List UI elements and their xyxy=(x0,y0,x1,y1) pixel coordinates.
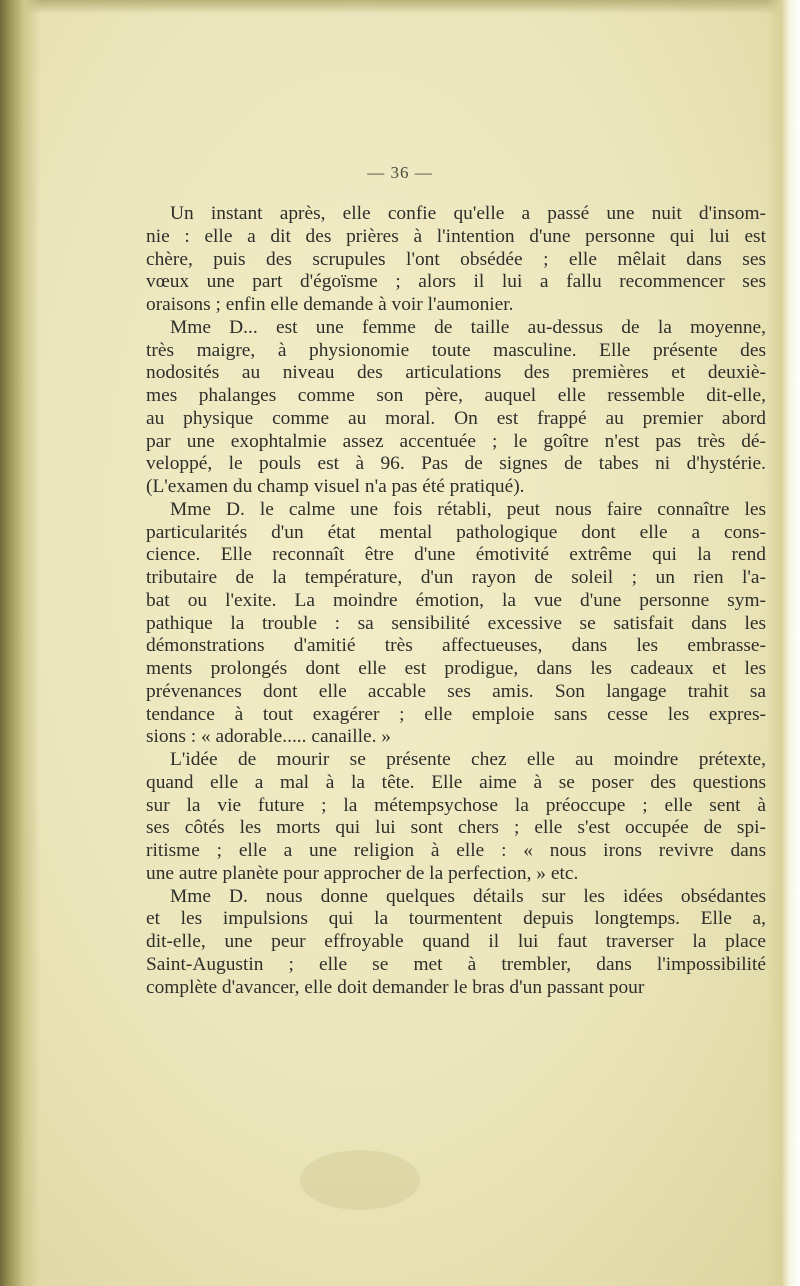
paragraph xyxy=(146,749,766,886)
text-line: au physique comme au moral. On est frappé au premier abord xyxy=(146,407,766,429)
text-line: oraisons ; enfin elle demande à voir l'aumonier. xyxy=(146,294,514,315)
text-line: ritisme ; elle a une religion à elle : « nous irons revivre dans xyxy=(146,840,766,861)
text-line: Mme D. le calme une fois rétabli, peut nous faire connaître les xyxy=(170,498,766,520)
page-top-shadow xyxy=(0,0,800,14)
text-line: démonstrations d'amitié très affectueuses, dans les embrasse- xyxy=(146,635,766,657)
text-line: dit-elle, une peur effroyable quand il lui faut traverser la place xyxy=(146,931,766,952)
text-line: sur la vie future ; la métempsychose la préoccupe ; elle sent à xyxy=(146,794,766,816)
text-line: chère, puis des scrupules l'ont obsédée ; elle mêlait dans ses xyxy=(146,248,766,270)
text-line: pathique la trouble : sa sensibilité excessive se satisfait dans les xyxy=(146,612,766,634)
paragraph xyxy=(146,499,766,749)
text-line: par une exophtalmie assez accentuée ; le goître n'est pas très dé- xyxy=(146,430,766,452)
paper-stain xyxy=(300,1150,420,1210)
text-line: nie : elle a dit des prières à l'intention d'une personne qui lui est xyxy=(146,225,766,247)
text-line: sions : « adorable..... canaille. » xyxy=(146,726,392,748)
text-line: Mme D. nous donne quelques détails sur les idées obsédantes xyxy=(170,885,766,907)
text-line: Un instant après, elle confie qu'elle a passé une nuit d'insom- xyxy=(170,203,766,224)
text-line: bat ou l'exite. La moindre émotion, la vue d'une personne sym- xyxy=(146,589,766,611)
paragraph xyxy=(146,886,766,1000)
text-line: tendance à tout exagérer ; elle emploie sans cesse les expres- xyxy=(146,703,766,725)
paragraph xyxy=(146,317,766,499)
text-line: veloppé, le pouls est à 96. Pas de signes de tabes ni d'hystérie. xyxy=(146,453,766,475)
text-line: ses côtés les morts qui lui sont chers ; elle s'est occupée de spi- xyxy=(146,817,766,839)
text-line: vœux une part d'égoïsme ; alors il lui a fallu recommencer ses xyxy=(146,271,766,293)
text-line: particularités d'un état mental pathologique dont elle a cons- xyxy=(146,521,766,543)
text-line: mes phalanges comme son père, auquel elle ressemble dit-elle, xyxy=(146,385,766,406)
text-line: quand elle a mal à la tête. Elle aime à se poser des questions xyxy=(146,771,766,793)
paragraph xyxy=(146,203,766,317)
text-line: L'idée de mourir se présente chez elle au moindre prétexte, xyxy=(170,749,766,770)
text-line: Mme D... est une femme de taille au-dessus de la moyenne, xyxy=(170,316,766,338)
page-right-edge-glare xyxy=(766,0,800,1286)
text-line: ments prolongés dont elle est prodigue, dans les cadeaux et les xyxy=(146,658,766,679)
text-line: (L'examen du champ visuel n'a pas été pratiqué). xyxy=(146,476,525,497)
page-number: — 36 — xyxy=(367,163,433,182)
text-line: cience. Elle reconnaît être d'une émotivité extrême qui la rend xyxy=(146,544,766,566)
text-line: et les impulsions qui la tourmentent depuis longtemps. Elle a, xyxy=(146,908,766,930)
text-line: prévenances dont elle accable ses amis. Son langage trahit sa xyxy=(146,680,766,702)
body-text xyxy=(146,203,766,999)
text-line: tributaire de la température, d'un rayon de soleil ; un rien l'a- xyxy=(146,567,766,588)
text-line: complète d'avancer, elle doit demander le bras d'un passant pour xyxy=(146,976,645,998)
text-line: Saint-Augustin ; elle se met à trembler, dans l'impossibilité xyxy=(146,953,766,975)
text-line: nodosités au niveau des articulations des premières et deuxiè- xyxy=(146,362,766,384)
text-line: une autre planète pour approcher de la perfection, » etc. xyxy=(146,862,579,884)
text-line: très maigre, à physionomie toute masculine. Elle présente des xyxy=(146,339,766,361)
page-left-binding-shadow xyxy=(0,0,40,1286)
